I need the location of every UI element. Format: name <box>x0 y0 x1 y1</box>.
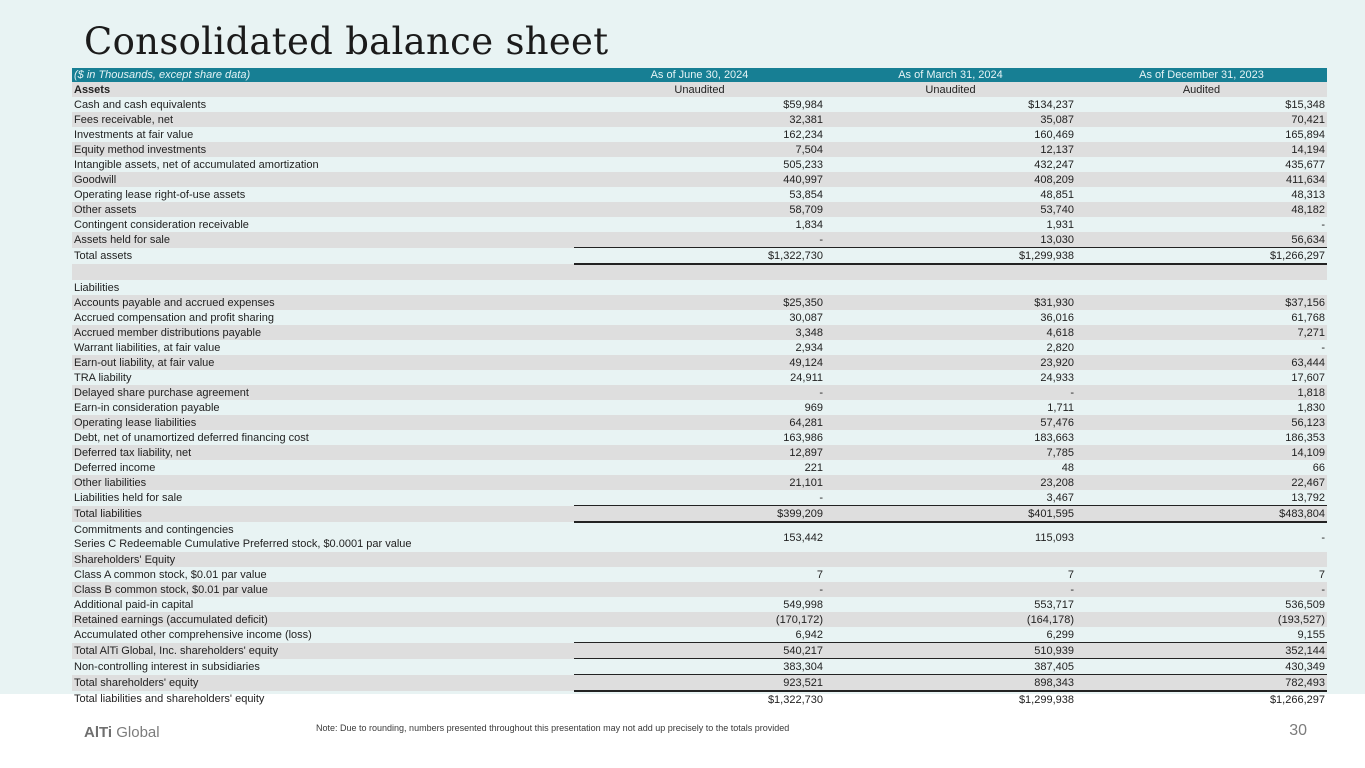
row-value: 160,469 <box>1034 128 1074 141</box>
row-value: 56,123 <box>1076 415 1327 430</box>
row-label: Assets <box>72 82 574 97</box>
table-row <box>72 202 1327 217</box>
row-value: 49,124 <box>574 355 825 370</box>
row-value: 536,509 <box>1285 598 1325 611</box>
row-label: Delayed share purchase agreement <box>72 385 574 400</box>
row-value: 1,711 <box>1047 401 1074 414</box>
row-value: 430,349 <box>1076 659 1327 675</box>
row-label-line: Commitments and contingencies <box>74 524 234 536</box>
row-label: Deferred income <box>74 461 156 474</box>
table-row <box>72 675 1327 692</box>
row-label: Retained earnings (accumulated deficit) <box>72 612 574 627</box>
row-value <box>1076 552 1327 567</box>
row-value: 1,931 <box>1046 218 1074 231</box>
row-value: 64,281 <box>574 415 825 430</box>
company-logo <box>84 724 160 741</box>
table-row <box>72 325 1327 340</box>
row-value: 7,785 <box>825 445 1076 460</box>
row-value: 7 <box>1318 568 1325 581</box>
row-label: Total liabilities <box>72 506 574 523</box>
row-value: 22,467 <box>1076 475 1327 490</box>
row-value: 24,933 <box>1040 371 1074 384</box>
row-label: TRA liability <box>74 371 132 384</box>
table-row <box>72 295 1327 310</box>
row-value: 53,740 <box>825 202 1076 217</box>
table-row <box>72 385 1327 400</box>
row-value: Unaudited <box>825 82 1076 97</box>
table-row <box>72 355 1327 370</box>
row-value: 898,343 <box>825 675 1076 692</box>
row-label: Class B common stock, $0.01 par value <box>72 582 574 597</box>
row-value: 48,313 <box>1291 188 1325 201</box>
row-value: (170,172) <box>574 612 825 627</box>
row-value: 53,854 <box>789 188 823 201</box>
table-row <box>72 627 1327 643</box>
row-value: 9,155 <box>1297 628 1325 641</box>
row-value: 923,521 <box>574 675 825 692</box>
row-label: Contingent consideration receivable <box>74 218 249 231</box>
row-value: 30,087 <box>789 311 823 324</box>
table-row <box>72 187 1327 202</box>
table-row <box>72 157 1327 172</box>
row-value: 510,939 <box>825 643 1076 659</box>
table-row <box>72 415 1327 430</box>
row-value <box>1076 264 1327 280</box>
table-row <box>72 232 1327 248</box>
row-value: $25,350 <box>574 295 825 310</box>
row-value: - <box>574 582 825 597</box>
row-value: - <box>574 385 825 400</box>
row-value <box>574 552 825 567</box>
row-label: Non-controlling interest in subsidiaries <box>74 660 260 673</box>
row-value: 13,030 <box>825 232 1076 248</box>
row-value: - <box>1321 218 1325 231</box>
row-value: - <box>1076 582 1327 597</box>
row-value: 56,634 <box>1076 232 1327 248</box>
row-label: Accounts payable and accrued expenses <box>72 295 574 310</box>
table-row <box>72 112 1327 127</box>
row-value: $1,299,938 <box>825 248 1076 265</box>
row-value: - <box>574 232 825 248</box>
row-value: 6,942 <box>795 628 823 641</box>
row-value: 21,101 <box>574 475 825 490</box>
row-label: Total AlTi Global, Inc. shareholders' equity <box>72 643 574 659</box>
row-value: 432,247 <box>1034 158 1074 171</box>
row-label: Total assets <box>74 249 133 262</box>
row-value <box>825 552 1076 567</box>
row-value: $483,804 <box>1076 506 1327 523</box>
row-value: - <box>825 385 1076 400</box>
row-value: $1,266,297 <box>1269 693 1325 706</box>
table-row <box>72 310 1327 325</box>
row-value: 782,493 <box>1076 675 1327 692</box>
row-value: 186,353 <box>1285 431 1325 444</box>
row-label-line: Series C Redeemable Cumulative Preferred stock, $0.0001 par value <box>74 538 412 550</box>
row-value: 7 <box>1067 568 1074 581</box>
row-value: 24,911 <box>790 371 823 384</box>
row-value: (164,178) <box>825 612 1076 627</box>
table-row <box>72 643 1327 659</box>
table-row <box>72 430 1327 445</box>
table-row <box>72 475 1327 490</box>
row-value: 387,405 <box>825 659 1076 675</box>
row-label: Accumulated other comprehensive income (loss) <box>74 628 312 641</box>
row-value: 48,182 <box>1076 202 1327 217</box>
row-value: 549,998 <box>783 598 823 611</box>
table-row <box>72 659 1327 675</box>
table-row <box>72 127 1327 142</box>
table-header-row <box>72 68 1327 82</box>
row-value: 540,217 <box>574 643 825 659</box>
row-label: Liabilities held for sale <box>74 491 183 504</box>
row-value: 969 <box>804 401 823 414</box>
row-value: $399,209 <box>574 506 825 523</box>
table-row <box>72 490 1327 506</box>
logo-bold-text: AlTi <box>84 724 113 741</box>
row-label: Class A common stock, $0.01 par value <box>74 568 267 581</box>
table-row <box>72 217 1327 232</box>
table-row <box>72 460 1327 475</box>
row-value: 411,634 <box>1076 172 1327 187</box>
row-value <box>825 280 1076 295</box>
table-row <box>72 172 1327 187</box>
row-value: 352,144 <box>1076 643 1327 659</box>
header-units: ($ in Thousands, except share data) <box>72 68 574 82</box>
row-value: 14,194 <box>1076 142 1327 157</box>
row-value: - <box>1321 531 1325 544</box>
row-value: 153,442 <box>783 531 823 544</box>
row-value: 7,271 <box>1076 325 1327 340</box>
row-value: $59,984 <box>783 98 823 111</box>
row-label: Equity method investments <box>72 142 574 157</box>
row-value: 13,792 <box>1291 491 1325 504</box>
row-value: $31,930 <box>825 295 1076 310</box>
logo-text: Global <box>112 724 160 741</box>
row-value: 435,677 <box>1285 158 1325 171</box>
row-value: 48 <box>1061 461 1074 474</box>
row-value: 36,016 <box>1040 311 1074 324</box>
row-value: Unaudited <box>574 82 825 97</box>
table-row <box>72 400 1327 415</box>
row-value: 61,768 <box>1291 311 1325 324</box>
row-value: 7 <box>816 568 823 581</box>
row-value <box>1076 280 1327 295</box>
row-value: (193,527) <box>1076 612 1327 627</box>
table-row <box>72 567 1327 582</box>
row-value: Audited <box>1076 82 1327 97</box>
table-row <box>72 612 1327 627</box>
row-value: $1,322,730 <box>574 248 825 265</box>
row-value: 553,717 <box>1034 598 1074 611</box>
page-title: Consolidated balance sheet <box>84 20 609 63</box>
row-label: Intangible assets, net of accumulated amortization <box>74 158 319 171</box>
row-value: 7,504 <box>574 142 825 157</box>
table-row <box>72 248 1327 265</box>
row-label: Operating lease right-of-use assets <box>74 188 246 201</box>
row-value: 3,348 <box>574 325 825 340</box>
header-march-2024: As of March 31, 2024 <box>825 68 1076 82</box>
row-value: $15,348 <box>1285 98 1325 111</box>
row-label: Accrued compensation and profit sharing <box>74 311 274 324</box>
row-label <box>72 522 574 552</box>
row-value: - <box>819 491 823 504</box>
row-value: $134,237 <box>1028 98 1074 111</box>
row-value: 162,234 <box>783 128 823 141</box>
row-label: Earn-in consideration payable <box>74 401 220 414</box>
header-june-2024: As of June 30, 2024 <box>574 68 825 82</box>
row-value: 2,820 <box>1046 341 1074 354</box>
row-value: 1,830 <box>1297 401 1325 414</box>
row-value: 183,663 <box>1034 431 1074 444</box>
row-label: Goodwill <box>72 172 574 187</box>
row-label: Operating lease liabilities <box>72 415 574 430</box>
row-value: 165,894 <box>1285 128 1325 141</box>
row-value: 4,618 <box>825 325 1076 340</box>
row-label: Assets held for sale <box>72 232 574 248</box>
row-label: Cash and cash equivalents <box>74 98 207 111</box>
row-value: 115,093 <box>1035 531 1074 544</box>
row-value: 1,834 <box>795 218 823 231</box>
row-value: 12,897 <box>574 445 825 460</box>
table-row <box>72 445 1327 460</box>
table-row <box>72 691 1327 707</box>
table-row <box>72 582 1327 597</box>
header-december-2023: As of December 31, 2023 <box>1076 68 1327 82</box>
row-value: $1,266,297 <box>1076 248 1327 265</box>
row-value: 2,934 <box>795 341 823 354</box>
row-value: 66 <box>1312 461 1325 474</box>
row-label: Debt, net of unamortized deferred financing cost <box>74 431 309 444</box>
row-value <box>574 264 825 280</box>
table-row <box>72 82 1327 97</box>
row-value: 12,137 <box>825 142 1076 157</box>
row-value: 440,997 <box>574 172 825 187</box>
table-row <box>72 97 1327 112</box>
row-label: Total liabilities and shareholders' equity <box>74 693 265 705</box>
row-label: Warrant liabilities, at fair value <box>74 341 221 354</box>
table-row <box>72 522 1327 552</box>
row-value: 23,208 <box>825 475 1076 490</box>
row-label: Deferred tax liability, net <box>72 445 574 460</box>
row-value: 408,209 <box>825 172 1076 187</box>
footer-note: Note: Due to rounding, numbers presented throughout this presentation may not add up precisely to the totals provided <box>316 723 790 733</box>
row-label <box>72 264 574 280</box>
row-label: Earn-out liability, at fair value <box>72 355 574 370</box>
row-label: Investments at fair value <box>74 128 194 141</box>
row-value: 58,709 <box>574 202 825 217</box>
row-value: 23,920 <box>825 355 1076 370</box>
row-label: Other liabilities <box>72 475 574 490</box>
row-value: 383,304 <box>574 659 825 675</box>
row-value: 70,421 <box>1076 112 1327 127</box>
table-row <box>72 264 1327 280</box>
row-value: 57,476 <box>825 415 1076 430</box>
row-value: 32,381 <box>574 112 825 127</box>
row-label: Total shareholders' equity <box>72 675 574 692</box>
table-row <box>72 340 1327 355</box>
table-row <box>72 506 1327 523</box>
row-value: 48,851 <box>1040 188 1074 201</box>
table-row <box>72 280 1327 295</box>
page-number: 30 <box>1289 722 1307 739</box>
row-value: $37,156 <box>1076 295 1327 310</box>
row-value: 221 <box>804 461 823 474</box>
row-label: Shareholders' Equity <box>72 552 574 567</box>
row-value: 1,818 <box>1076 385 1327 400</box>
row-value: 17,607 <box>1291 371 1325 384</box>
row-value: $1,299,938 <box>1018 693 1074 706</box>
row-label: Accrued member distributions payable <box>72 325 574 340</box>
row-value: - <box>825 582 1076 597</box>
table-row <box>72 142 1327 157</box>
row-value: - <box>1321 341 1325 354</box>
table-row <box>72 370 1327 385</box>
balance-sheet-table <box>72 68 1327 707</box>
table-body <box>72 82 1327 707</box>
row-value: 163,986 <box>783 431 823 444</box>
row-label: Additional paid-in capital <box>74 598 194 611</box>
row-value: 3,467 <box>1046 491 1074 504</box>
row-label: Liabilities <box>74 281 120 294</box>
row-value: $401,595 <box>825 506 1076 523</box>
row-value: 63,444 <box>1076 355 1327 370</box>
row-value: 6,299 <box>1046 628 1074 641</box>
row-value: 14,109 <box>1076 445 1327 460</box>
row-value <box>574 280 825 295</box>
row-label: Fees receivable, net <box>72 112 574 127</box>
row-value: 35,087 <box>825 112 1076 127</box>
row-value: 505,233 <box>783 158 823 171</box>
table-row <box>72 552 1327 567</box>
row-label: Other assets <box>72 202 574 217</box>
table-row <box>72 597 1327 612</box>
row-value: $1,322,730 <box>767 693 823 706</box>
row-value <box>825 264 1076 280</box>
